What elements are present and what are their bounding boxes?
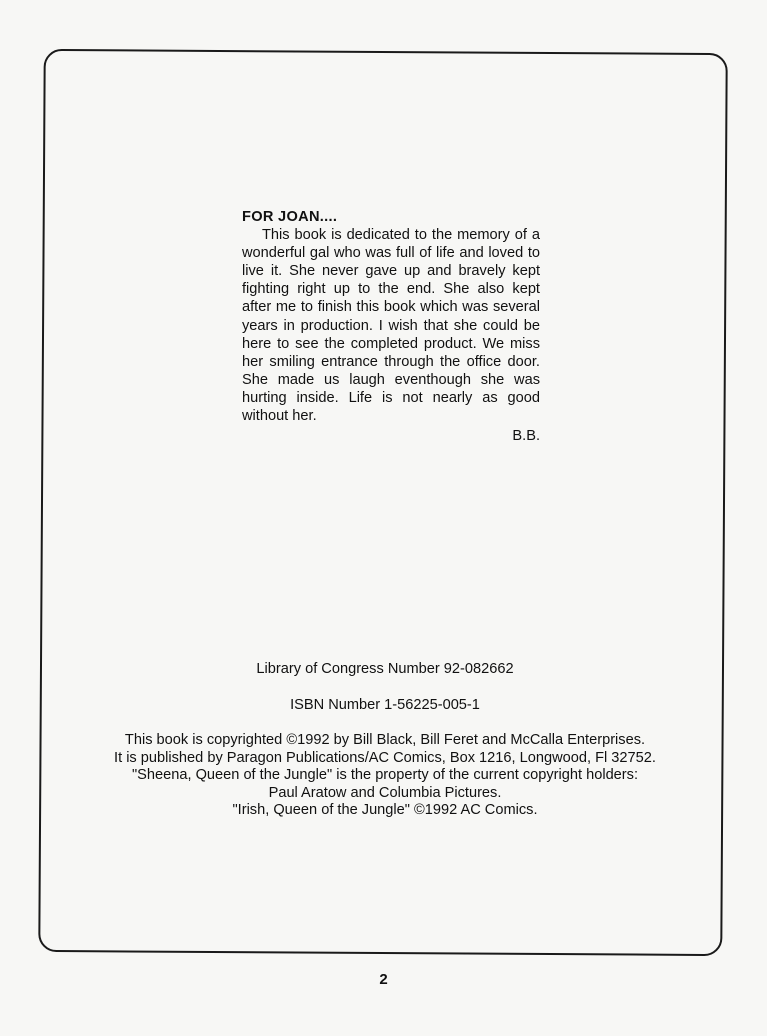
publisher-line: It is published by Paragon Publications/AC Comics, Box 1216, Longwood, Fl 32752. bbox=[114, 749, 656, 766]
page-number: 2 bbox=[379, 971, 388, 988]
copyright-line: This book is copyrighted ©1992 by Bill Black, Bill Feret and McCalla Enterprises. bbox=[124, 732, 646, 748]
isbn-number: ISBN Number 1-56225-005-1 bbox=[290, 697, 480, 713]
library-of-congress-number: Library of Congress Number 92-082662 bbox=[256, 661, 514, 677]
property-line: "Sheena, Queen of the Jungle" is the property of the current copyright holders: bbox=[131, 767, 639, 783]
irish-copyright-line: "Irish, Queen of the Jungle" ©1992 AC Comics. bbox=[232, 802, 538, 818]
copyright-notice bbox=[70, 732, 700, 820]
rights-holders-line: Paul Aratow and Columbia Pictures. bbox=[268, 784, 502, 801]
dedication-text: This book is dedicated to the memory of a wonderful gal who was full of life and loved to live it. She never gave up and bravely kept fighting right up to the end. She also kept after me to finish this book which was several years in production. I wish that she could be here to see the completed product. We miss her smiling entrance through the office door. She made us laugh eventhough she was hurting inside. Life is not nearly as good without her. bbox=[242, 227, 540, 425]
dedication-signature: B.B. bbox=[512, 428, 540, 445]
page-border-frame bbox=[38, 49, 728, 956]
dedication-heading: FOR JOAN.... bbox=[242, 209, 338, 225]
dedication-block bbox=[242, 208, 540, 445]
